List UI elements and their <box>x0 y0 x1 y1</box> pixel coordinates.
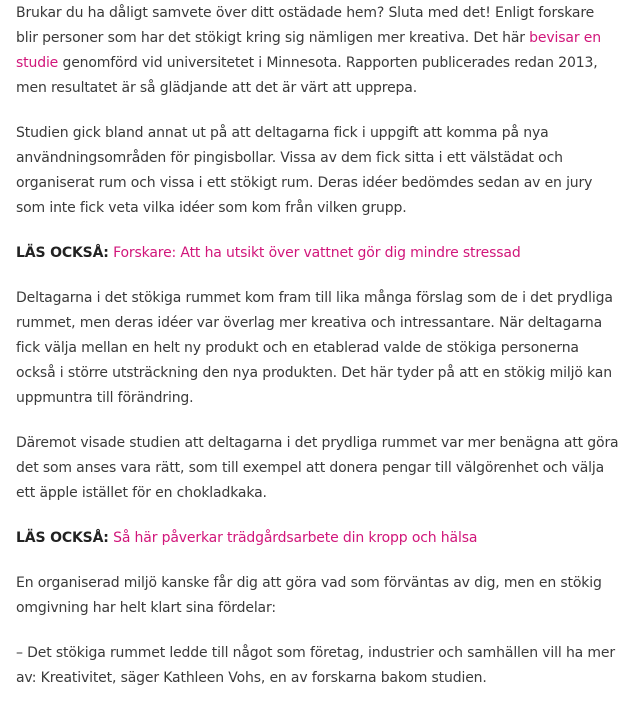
paragraph-quote: – Det stökiga rummet ledde till något som företag, industrier och samhällen vill ha mer av: Kreativitet, säger Kathleen Vohs, en av forskarna bakom studien. <box>16 645 615 686</box>
read-also-2 <box>16 526 620 551</box>
paragraph-study-method: Studien gick bland annat ut på att deltagarna fick i uppgift att komma på nya användningsområden för pingisbollar. Vissa av dem fick sitta i ett välstädat och organiserat rum och vissa i ett stökigt rum. Deras idéer bedömdes sedan av en jury som inte fick veta vilka idéer som kom från vilken grupp. <box>16 125 593 216</box>
read-also-label: LÄS OCKSÅ: <box>16 245 109 261</box>
read-also-label: LÄS OCKSÅ: <box>16 530 109 546</box>
article-body <box>0 1 620 691</box>
paragraph-intro-text-end: genomförd vid universitetet i Minnesota. Rapporten publicerades redan 2013, men resultatet är så glädjande att det är värt att upprepa. <box>16 55 598 96</box>
paragraph-tidy-room: Däremot visade studien att deltagarna i det prydliga rummet var mer benägna att göra det som anses vara rätt, som till exempel att donera pengar till välgörenhet och välja ett äpple istället för en chokladkaka. <box>16 435 619 501</box>
paragraph-intro-text-start: Brukar du ha dåligt samvete över ditt ostädade hem? Sluta med det! Enligt forskare blir personer som har det stökigt kring sig nämligen mer kreativa. Det här <box>16 5 595 46</box>
paragraph-intro <box>16 1 620 101</box>
read-also-link-water-view[interactable]: Forskare: Att ha utsikt över vattnet gör dig mindre stressad <box>113 245 521 261</box>
read-also-1 <box>16 241 620 266</box>
study-link[interactable]: bevisar en studie <box>16 30 601 71</box>
read-also-link-gardening[interactable]: Så här påverkar trädgårdsarbete din kropp och hälsa <box>113 530 478 546</box>
paragraph-results: Deltagarna i det stökiga rummet kom fram till lika många förslag som de i det prydliga rummet, men deras idéer var överlag mer kreativa och intressantare. När deltagarna fick välja mellan en helt ny produkt och en etablerad valde de stökiga personerna också i större utsträckning den nya produkten. Det här tyder på att en stökig miljö kan uppmuntra till förändring. <box>16 290 613 406</box>
paragraph-conclusion: En organiserad miljö kanske får dig att göra vad som förväntas av dig, men en stökig omgivning har helt klart sina fördelar: <box>16 575 602 616</box>
